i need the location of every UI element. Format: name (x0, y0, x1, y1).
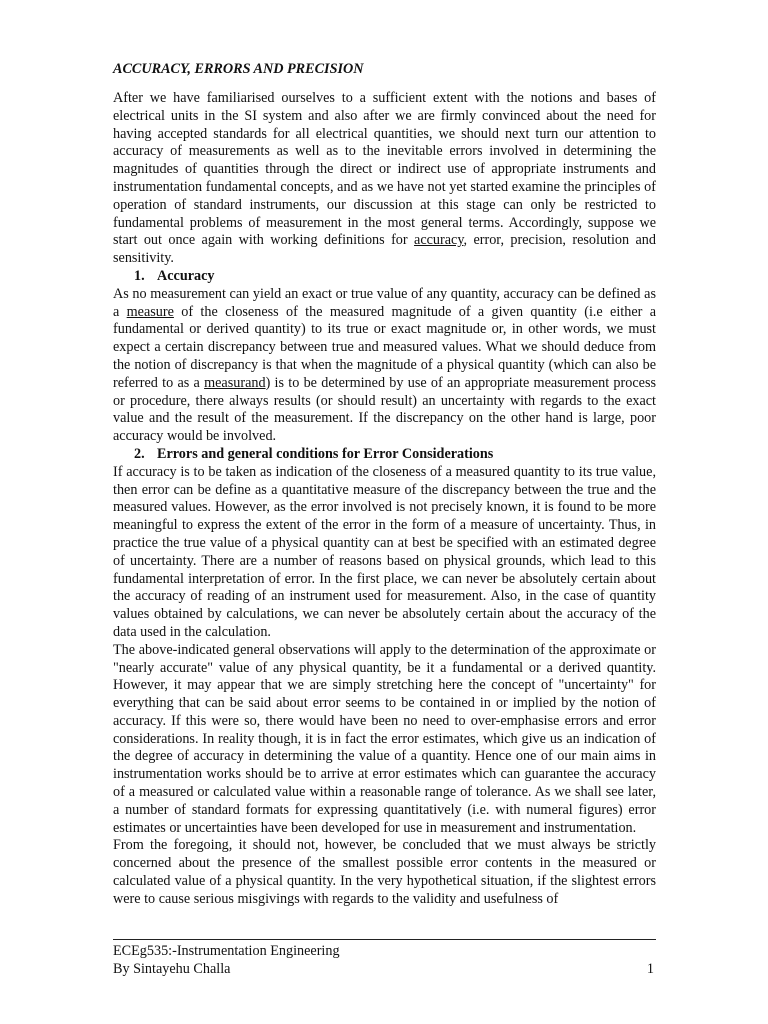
footer-author: By Sintayehu Challa (113, 961, 231, 977)
page-number: 1 (646, 961, 654, 977)
section-heading-text: Errors and general conditions for Error Considerations (157, 445, 494, 462)
accuracy-text-2: of the closeness of the measured magnitude of a given quantity (i.e either a fundamental or derived quantity) to its true or exact magnitude or, in other words, we must expect a certain discrepancy between true and measured values. What we should deduce from the notion of discrepancy is that when the magnitude of a physical quantity (which can also be referred to as a (113, 303, 656, 391)
accuracy-underlined-term: accuracy (414, 232, 464, 249)
section-heading-text: Accuracy (157, 267, 215, 284)
footer-divider (113, 939, 656, 940)
section-number: 2. (134, 445, 145, 462)
errors-paragraph-1: If accuracy is to be taken as indication of the closeness of a measured quantity to its true value, then error can be define as a quantitative measure of the discrepancy between the true and the measured values. However, as the error involved is not precisely known, it is found to be more meaningful to express the extent of the error in the form of a measure of uncertainty. Thus, in practice the true value of a physical quantity can at best be specified with an estimated degree of uncertainty. There are a number of reasons based on physical grounds, which lead to this fundamental interpretation of error. In the first place, we can never be absolutely certain about the accuracy of reading of an instrument used for measurement. Also, in the case of quantity values obtained by calculations, we can never be absolutely certain about the accuracy of the data used in the calculation. (113, 463, 656, 640)
intro-text: After we have familiarised ourselves to a sufficient extent with the notions and bases of electrical units in the SI system and also after we are firmly convinced about the need for having accepted standards for all electrical quantities, we should next turn our attention to accuracy of measurements as well as to the inevitable errors involved in determining the magnitudes of quantities through the direct or indirect use of appropriate instruments and instrumentation fundamental concepts, and as we have not yet started examine the principles of operation of standard instruments, our discussion at this stage can only be restricted to fundamental problems of measurement in the most general terms. Accordingly, suppose we start out once again with working definitions for (113, 90, 656, 249)
intro-paragraph (113, 90, 656, 268)
section-number: 1. (134, 267, 145, 284)
errors-paragraph-3: From the foregoing, it should not, however, be concluded that we must always be strictly concerned about the presence of the smallest possible error contents in the measured or calculated value of a physical quantity. In the very hypothetical situation, if the slightest errors were to cause serious misgivings with regards to the validity and usefulness of (113, 837, 656, 907)
section-heading-errors (113, 446, 656, 464)
measurand-underlined-term: measurand (204, 374, 266, 391)
section-heading-accuracy (113, 268, 656, 286)
measure-underlined-term: measure (126, 303, 174, 320)
page-footer (113, 942, 656, 978)
accuracy-text-1: As no measurement can yield an exact or true value of any quantity, accuracy can be defined as a (113, 285, 656, 320)
intro-text-end: , error, precision, resolution and sensitivity. (113, 232, 656, 267)
footer-course: ECEg535:-Instrumentation Engineering (113, 943, 340, 959)
accuracy-text-3: ) is to be determined by use of an appropriate measurement process or procedure, there always results (or should result) an uncertainty with regards to the exact value and the result of the measurement. If the discrepancy on the other hand is large, poor accuracy would be involved. (113, 374, 656, 445)
document-body (113, 60, 656, 909)
accuracy-paragraph (113, 286, 656, 446)
errors-paragraph-2: The above-indicated general observations will apply to the determination of the approximate or "nearly accurate" value of any physical quantity, be it a fundamental or a derived quantity. However, it may appear that we are simply stretching here the concept of "uncertainty" for everything that can be said about error seems to be contained in or implied by the notion of accuracy. If this were so, there would have been no need to over-emphasise errors and error considerations. In reality though, it is in fact the error estimates, which give us an indication of the degree of accuracy in determining the value of a quantity. Hence one of our main aims in instrumentation works should be to arrive at error estimates which can guarantee the accuracy of a measured or calculated value within a reasonable range of tolerance. As we shall see later, a number of standard formats for expressing quantitatively (i.e. with numeral figures) error estimates or uncertainties have been developed for use in measurement and instrumentation. (113, 641, 656, 836)
page-title: ACCURACY, ERRORS AND PRECISION (113, 61, 364, 77)
